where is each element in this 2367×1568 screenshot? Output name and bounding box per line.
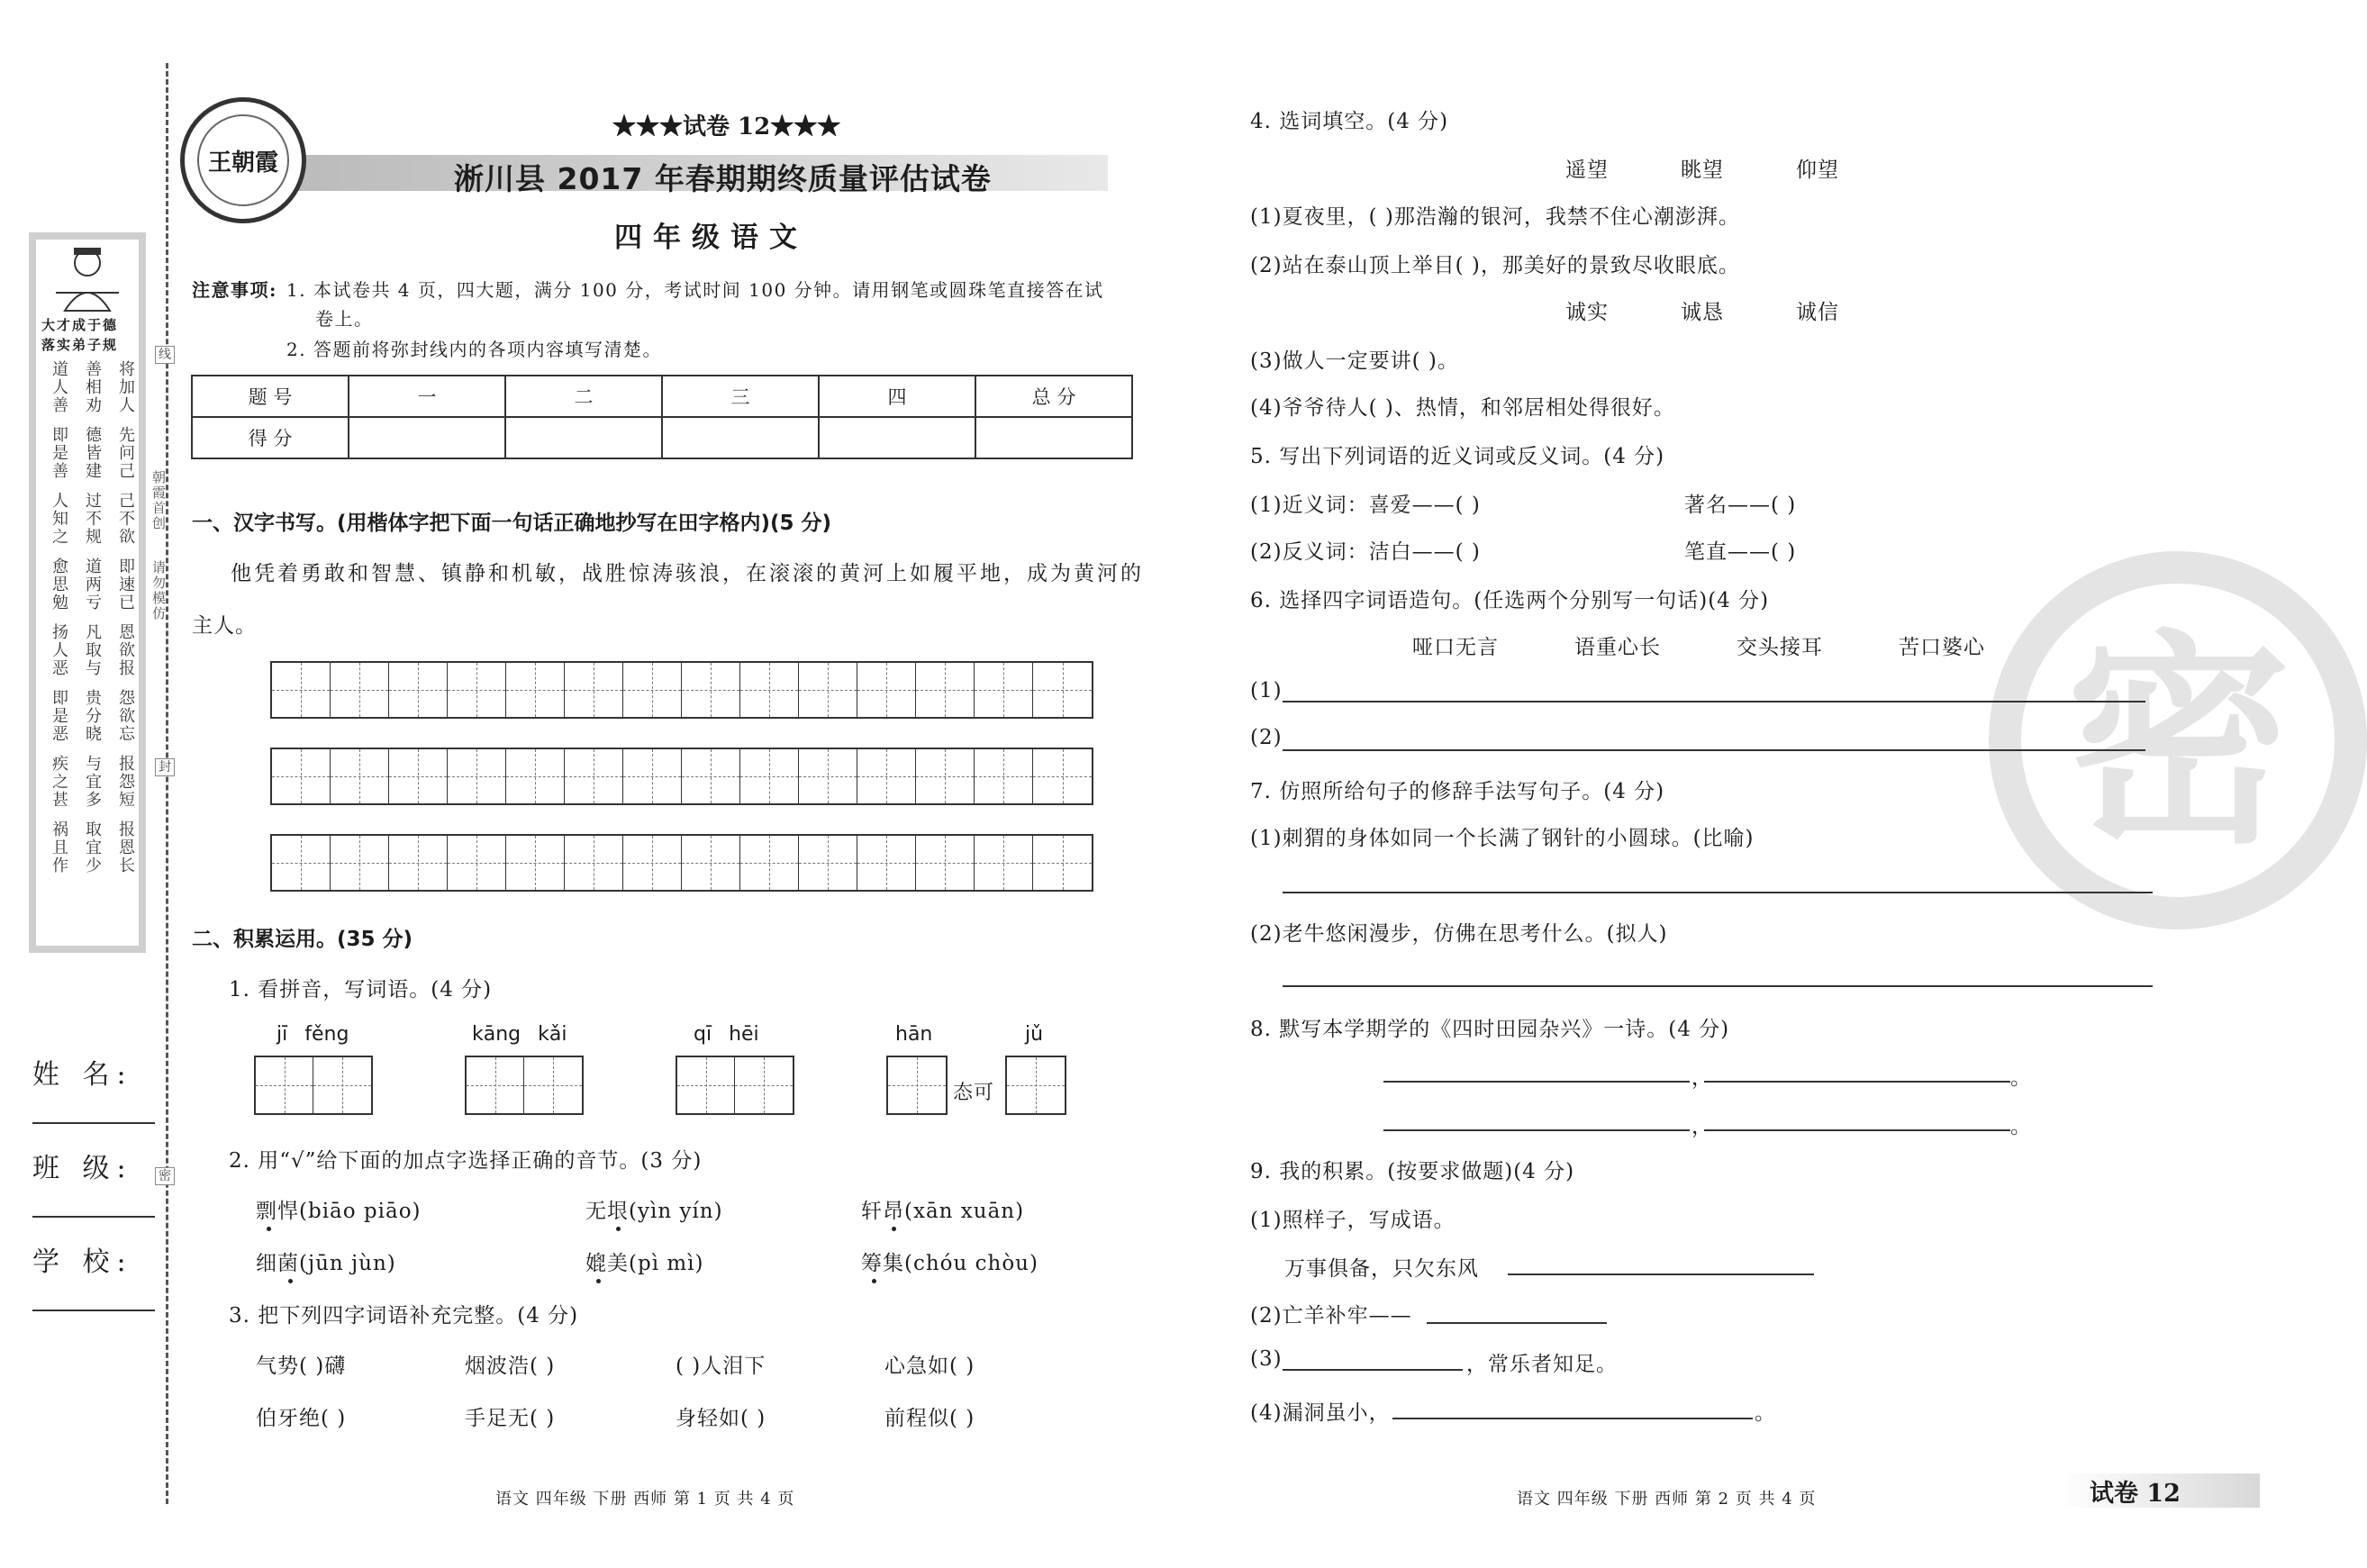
tianzige-cell[interactable]: [272, 663, 331, 717]
score-header-0: 题 号: [192, 376, 349, 417]
tianzige-cell[interactable]: [331, 749, 389, 803]
q3-item-3[interactable]: ( )人泪下: [676, 1355, 766, 1378]
q5-synonym-1[interactable]: (1)近义词：喜爱——( ): [1250, 494, 1481, 517]
pinyin-4: hān: [895, 1023, 933, 1046]
tianzige-cell[interactable]: [740, 663, 799, 717]
notice-line-1: 1. 本试卷共 4 页，四大题，满分 100 分，考试时间 100 分钟。请用钢笔或圆珠笔直接答在试: [286, 279, 1104, 301]
tianzige-cell[interactable]: [506, 663, 565, 717]
tianzige-cell[interactable]: [623, 749, 682, 803]
pinyin-3: qī hēi: [694, 1023, 759, 1046]
poem-line-1a[interactable]: [1383, 1081, 1690, 1083]
motto-line-2: 落实弟子规: [41, 337, 119, 353]
proverb-group: [49, 755, 135, 809]
q9-line-4[interactable]: [1392, 1418, 1753, 1419]
tianzige-cell[interactable]: [975, 749, 1033, 803]
proverb-column: 人知之: [50, 492, 68, 546]
q4-word-3: 仰望: [1796, 159, 1839, 182]
emphasis-dot: [288, 1279, 293, 1283]
q6-line-2[interactable]: [1283, 749, 2145, 751]
exam-subject: 四年级语文: [614, 222, 808, 254]
proverb-column: 取宜少: [83, 820, 102, 875]
q6-word-4: 苦口婆心: [1899, 636, 1985, 659]
score-cell[interactable]: [505, 417, 662, 458]
q6-label-2: (2): [1250, 726, 1283, 749]
proverb-column: 疾之甚: [50, 755, 68, 809]
emphasis-dot: [616, 1227, 621, 1231]
notice-line-1b: 卷上。: [315, 308, 374, 330]
q3-item-8[interactable]: 前程似( ): [884, 1407, 975, 1430]
q4-sentence-3[interactable]: (3)做人一定要讲( )。: [1250, 349, 1459, 373]
tianzige-cell[interactable]: [740, 836, 799, 890]
poem-comma-2: ，: [1691, 1115, 1713, 1138]
tianzige-cell[interactable]: [857, 836, 916, 890]
proverb-group: [49, 557, 135, 612]
name-field[interactable]: [32, 1122, 155, 1124]
proverb-column: 道人善: [50, 360, 68, 414]
q6-label-1: (1): [1250, 679, 1283, 702]
proverb-column: 即是善: [50, 426, 68, 480]
no-copy-vertical: 请勿模仿: [150, 560, 167, 621]
q2-item-2[interactable]: 无垠(yìn yín): [585, 1200, 723, 1223]
proverb-column: 即速已: [116, 557, 135, 612]
score-header-1: 一: [349, 376, 505, 417]
proverb-column: 德皆建: [83, 426, 102, 480]
q6-word-1: 哑口无言: [1412, 636, 1499, 659]
answer-box-3[interactable]: [676, 1056, 794, 1115]
q5-synonym-2[interactable]: 著名——( ): [1684, 494, 1797, 517]
poem-comma-1: ，: [1691, 1066, 1713, 1090]
tianzige-cell[interactable]: [975, 663, 1033, 717]
seal-line: [166, 63, 168, 1504]
q9-part-1: (1)照样子，写成语。: [1250, 1209, 1456, 1232]
tianzige-cell[interactable]: [565, 836, 623, 890]
score-cell[interactable]: [662, 417, 819, 458]
tianzige-cell[interactable]: [389, 663, 448, 717]
taike-text: 态可: [953, 1082, 995, 1104]
footer-right: 语文 四年级 下册 西师 第 2 页 共 4 页: [1517, 1490, 1817, 1509]
q7-example-2: (2)老牛悠闲漫步，仿佛在思考什么。(拟人): [1250, 922, 1668, 946]
poem-line-2a[interactable]: [1383, 1129, 1690, 1131]
section-1-title: 一、汉字书写。(用楷体字把下面一句话正确地抄写在田字格内)(5 分): [192, 512, 832, 535]
tianzige-cell[interactable]: [799, 749, 857, 803]
q4-word-4: 诚实: [1565, 301, 1609, 324]
score-cell[interactable]: [819, 417, 975, 458]
question-3: 3. 把下列四字词语补充完整。(4 分): [229, 1304, 579, 1328]
class-label: 班 级:: [32, 1153, 133, 1184]
proverb-column: 怨欲忘: [116, 689, 135, 743]
proverb-column: 将加人: [116, 360, 135, 414]
proverb-column: 善相劝: [83, 360, 102, 414]
q6-word-3: 交头接耳: [1737, 636, 1823, 659]
score-cell[interactable]: [349, 417, 505, 458]
secret-watermark: 密: [1989, 551, 2367, 929]
q2-item-4[interactable]: 细菌(jūn jùn): [256, 1252, 396, 1275]
q6-line-1[interactable]: [1283, 701, 2145, 702]
pinyin-2: kāng kǎi: [472, 1023, 567, 1046]
proverb-column: 凡取与: [83, 623, 102, 677]
proverb-column: 扬人恶: [50, 623, 68, 677]
tianzige-cell[interactable]: [389, 749, 448, 803]
tianzige-cell[interactable]: [916, 663, 975, 717]
q4-sentence-2[interactable]: (2)站在泰山顶上举目( )，那美好的景致尽收眼底。: [1250, 254, 1740, 277]
tianzige-cell[interactable]: [272, 749, 331, 803]
q7-example-1: (1)刺猬的身体如同一个长满了钢针的小圆球。(比喻): [1250, 827, 1755, 850]
seal-tag-1: 线: [155, 346, 175, 364]
q9-line-2[interactable]: [1427, 1322, 1607, 1324]
copy-text-2: 主人。: [192, 614, 257, 638]
tianzige-cell[interactable]: [682, 663, 740, 717]
poem-line-1b[interactable]: [1704, 1081, 2010, 1083]
tianzige-cell[interactable]: [916, 749, 975, 803]
q3-item-5[interactable]: 伯牙绝( ): [256, 1407, 347, 1430]
q9-line-1[interactable]: [1508, 1273, 1814, 1275]
tianzige-cell[interactable]: [448, 663, 506, 717]
tianzige-cell[interactable]: [506, 749, 565, 803]
tianzige-row-3[interactable]: [270, 834, 1093, 892]
q3-item-4[interactable]: 心急如( ): [884, 1355, 975, 1378]
tianzige-cell[interactable]: [331, 663, 389, 717]
question-5: 5. 写出下列词语的近义词或反义词。(4 分): [1250, 445, 1665, 468]
proverb-group: [49, 689, 135, 743]
question-6: 6. 选择四字词语造句。(任选两个分别写一句话)(4 分): [1250, 589, 1770, 612]
tianzige-cell[interactable]: [916, 836, 975, 890]
scholar-illustration: [47, 243, 128, 315]
tianzige-cell[interactable]: [506, 836, 565, 890]
proverb-group: [49, 360, 135, 414]
question-7: 7. 仿照所给句子的修辞手法写句子。(4 分): [1250, 780, 1665, 803]
question-9: 9. 我的积累。(按要求做题)(4 分): [1250, 1160, 1575, 1183]
proverb-list: [49, 360, 135, 886]
q4-word-5: 诚恳: [1681, 301, 1724, 324]
tianzige-cell[interactable]: [975, 836, 1033, 890]
q4-sentence-1[interactable]: (1)夏夜里，( )那浩瀚的银河，我禁不住心潮澎湃。: [1250, 205, 1740, 229]
q9-part-3: (3): [1250, 1347, 1283, 1371]
q7-line-1[interactable]: [1283, 892, 2153, 893]
proverb-column: 祸且作: [50, 820, 68, 875]
tianzige-row-2[interactable]: [270, 748, 1093, 805]
exam-title: 淅川县 2017 年春期期终质量评估试卷: [454, 161, 992, 196]
seal-tag-3: 密: [155, 1167, 175, 1185]
seal-tag-2: 封: [155, 758, 175, 776]
tianzige-cell[interactable]: [448, 749, 506, 803]
proverb-group: [49, 492, 135, 546]
answer-box-4a[interactable]: [886, 1056, 948, 1115]
motto-line-1: 大才成于德: [41, 317, 119, 333]
q4-word-2: 眺望: [1681, 159, 1724, 182]
q3-item-2[interactable]: 烟波浩( ): [465, 1355, 556, 1378]
question-2: 2. 用“√”给下面的加点字选择正确的音节。(3 分): [229, 1149, 703, 1173]
poem-line-2b[interactable]: [1704, 1129, 2010, 1131]
proverb-column: 与宜多: [83, 755, 102, 809]
tianzige-cell[interactable]: [799, 836, 857, 890]
q9-example: 万事俱备，只欠东风: [1284, 1257, 1479, 1281]
name-label: 姓 名:: [32, 1059, 133, 1091]
emphasis-dot: [596, 1279, 601, 1283]
copyright-vertical: 朝霞首创: [150, 470, 167, 531]
answer-box-1[interactable]: [254, 1056, 373, 1115]
score-cell[interactable]: [975, 417, 1132, 458]
school-field[interactable]: [32, 1310, 155, 1311]
notice-line-2: 2. 答题前将弥封线内的各项内容填写清楚。: [286, 339, 662, 360]
tianzige-row-1[interactable]: [270, 661, 1093, 719]
pinyin-1: jī fěng: [277, 1023, 349, 1046]
q3-item-7[interactable]: 身轻如( ): [676, 1407, 766, 1430]
q2-item-6[interactable]: 筹集(chóu chòu): [861, 1252, 1038, 1275]
copy-text-1: 他凭着勇敢和智慧、镇静和机敏，战胜惊涛骇浪，在滚滚的黄河上如履平地，成为黄河的: [231, 562, 1144, 585]
emphasis-dot: [872, 1279, 876, 1283]
question-1: 1. 看拼音，写词语。(4 分): [229, 978, 493, 1002]
q5-antonym-1[interactable]: (2)反义词：洁白——( ): [1250, 540, 1481, 564]
proverb-column: 愈思勉: [50, 557, 68, 612]
score-table: [191, 375, 1133, 459]
proverb-column: 先问己: [116, 426, 135, 480]
q3-item-1[interactable]: 气势( )礴: [256, 1355, 347, 1378]
poem-period-2: 。: [2010, 1115, 2032, 1138]
tianzige-cell[interactable]: [799, 663, 857, 717]
tianzige-cell[interactable]: [331, 836, 389, 890]
q2-item-1[interactable]: 剽悍(biāo piāo): [256, 1200, 422, 1223]
q5-antonym-2[interactable]: 笔直——( ): [1684, 540, 1797, 564]
q4-word-1: 遥望: [1565, 159, 1609, 182]
pinyin-5: jǔ: [1025, 1023, 1044, 1046]
tianzige-cell[interactable]: [740, 749, 799, 803]
score-header-5: 总 分: [975, 376, 1132, 417]
section-2-title: 二、积累运用。(35 分): [192, 928, 413, 951]
proverb-column: 即是恶: [50, 689, 68, 743]
score-row-label: 得 分: [192, 417, 349, 458]
tianzige-cell[interactable]: [857, 749, 916, 803]
proverb-column: 己不欲: [116, 492, 135, 546]
question-4: 4. 选词填空。(4 分): [1250, 110, 1449, 133]
proverb-column: 贵分晓: [83, 689, 102, 743]
q9-period: 。: [1755, 1401, 1776, 1425]
score-header-3: 三: [662, 376, 819, 417]
q9-line-3[interactable]: [1283, 1369, 1463, 1371]
tianzige-cell[interactable]: [623, 663, 682, 717]
footer-left: 语文 四年级 下册 西师 第 1 页 共 4 页: [495, 1490, 795, 1509]
q6-word-2: 语重心长: [1574, 636, 1661, 659]
emphasis-dot: [892, 1227, 896, 1231]
tianzige-cell[interactable]: [1033, 836, 1092, 890]
proverb-group: [49, 820, 135, 875]
class-field[interactable]: [32, 1216, 155, 1218]
proverb-column: 道两亏: [83, 557, 102, 612]
proverb-column: 恩欲报: [116, 623, 135, 677]
q2-item-3[interactable]: 轩昂(xān xuān): [861, 1200, 1025, 1223]
question-8: 8. 默写本学期学的《四时田园杂兴》一诗。(4 分): [1250, 1018, 1730, 1041]
score-header-4: 四: [819, 376, 975, 417]
q4-word-6: 诚信: [1796, 301, 1839, 324]
tianzige-cell[interactable]: [272, 836, 331, 890]
school-label: 学 校:: [32, 1246, 133, 1278]
poem-period-1: 。: [2010, 1066, 2032, 1090]
proverb-group: [49, 623, 135, 677]
q4-sentence-4[interactable]: (4)爷爷待人( )、热情，和邻居相处得很好。: [1250, 396, 1675, 420]
tianzige-cell[interactable]: [565, 663, 623, 717]
proverb-column: 报恩长: [116, 820, 135, 875]
tianzige-cell[interactable]: [389, 836, 448, 890]
score-header-2: 二: [505, 376, 662, 417]
proverb-group: [49, 426, 135, 480]
q2-item-5[interactable]: 媲美(pì mì): [585, 1252, 704, 1275]
notice-label: 注意事项:: [192, 279, 277, 301]
tianzige-cell[interactable]: [857, 663, 916, 717]
q3-item-6[interactable]: 手足无( ): [465, 1407, 556, 1430]
footer-badge: 试卷 12: [2090, 1480, 2181, 1508]
proverb-column: 报怨短: [116, 755, 135, 809]
tianzige-cell[interactable]: [1033, 663, 1092, 717]
q9-part-3b: ，常乐者知足。: [1466, 1353, 1618, 1376]
answer-box-4b[interactable]: [1005, 1056, 1066, 1115]
q7-line-2[interactable]: [1283, 985, 2153, 987]
q9-part-2: (2)亡羊补牢——: [1250, 1304, 1412, 1328]
paper-number: ★★★试卷 12★★★: [612, 113, 841, 140]
tianzige-cell[interactable]: [448, 836, 506, 890]
answer-box-2[interactable]: [465, 1056, 584, 1115]
tianzige-cell[interactable]: [623, 836, 682, 890]
tianzige-cell[interactable]: [565, 749, 623, 803]
tianzige-cell[interactable]: [1033, 749, 1092, 803]
publisher-logo: 王朝霞: [180, 97, 306, 223]
tianzige-cell[interactable]: [682, 836, 740, 890]
emphasis-dot: [267, 1227, 271, 1231]
q9-part-4: (4)漏洞虽小，: [1250, 1401, 1391, 1425]
proverb-column: 过不规: [83, 492, 102, 546]
tianzige-cell[interactable]: [682, 749, 740, 803]
